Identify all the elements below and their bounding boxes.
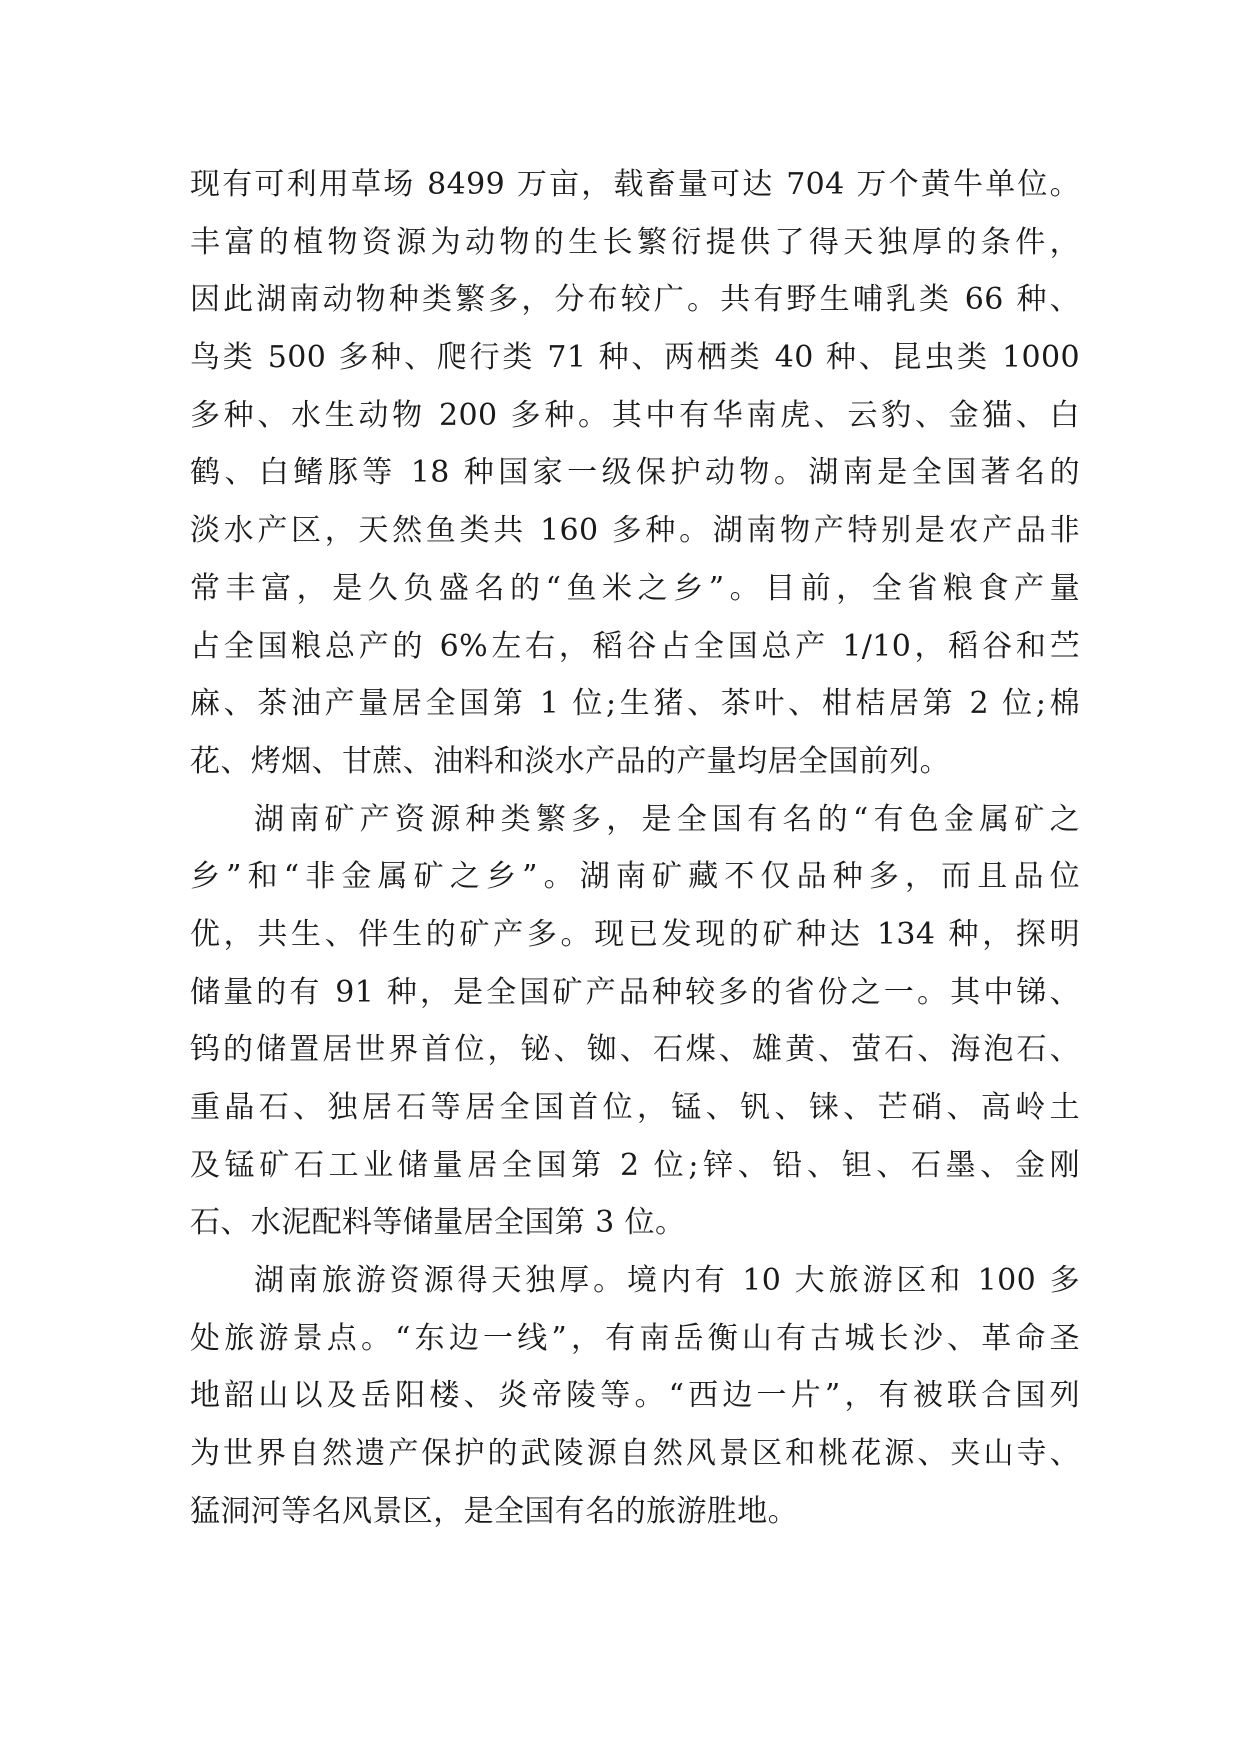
text-line: 多种、水生动物 200 多种。其中有华南虎、云豹、金猫、白 bbox=[190, 397, 1080, 433]
text-line: 花、烤烟、甘蔗、油料和淡水产品的产量均居全国前列。 bbox=[190, 743, 950, 779]
text-line: 鹤、白鳍豚等 18 种国家一级保护动物。湖南是全国著名的 bbox=[190, 455, 1080, 491]
text-line: 处旅游景点。“东边一线”，有南岳衡山有古城长沙、革命圣 bbox=[190, 1320, 1080, 1356]
text-line: 石、水泥配料等储量居全国第 3 位。 bbox=[190, 1205, 686, 1241]
text-line: 钨的储置居世界首位，铋、铷、石煤、雄黄、萤石、海泡石、 bbox=[190, 1032, 1080, 1068]
text-line: 鸟类 500 多种、爬行类 71 种、两栖类 40 种、昆虫类 1000 bbox=[190, 340, 1080, 376]
text-line: 因此湖南动物种类繁多，分布较广。共有野生哺乳类 66 种、 bbox=[190, 282, 1080, 318]
text-line: 重晶石、独居石等居全国首位，锰、钒、铼、芒硝、高岭土 bbox=[190, 1090, 1080, 1125]
text-line: 乡”和“非金属矿之乡”。湖南矿藏不仅品种多，而且品位 bbox=[190, 859, 1080, 895]
text-line: 湖南矿产资源种类繁多，是全国有名的“有色金属矿之 bbox=[254, 801, 1080, 837]
paragraph-1 bbox=[190, 156, 1080, 791]
text-line: 及锰矿石工业储量居全国第 2 位;锌、铅、钽、石墨、金刚 bbox=[190, 1147, 1080, 1183]
text-line: 常丰富，是久负盛名的“鱼米之乡”。目前，全省粮食产量 bbox=[190, 570, 1080, 606]
text-line: 淡水产区，天然鱼类共 160 多种。湖南物产特别是农产品非 bbox=[190, 513, 1080, 549]
paragraph-3 bbox=[190, 1252, 1080, 1540]
document-body bbox=[190, 156, 1080, 1541]
text-line: 丰富的植物资源为动物的生长繁衍提供了得天独厚的条件， bbox=[190, 224, 1080, 260]
text-line: 储量的有 91 种，是全国矿产品种较多的省份之一。其中锑、 bbox=[190, 974, 1080, 1010]
paragraph-2 bbox=[190, 791, 1080, 1253]
text-line: 为世界自然遗产保护的武陵源自然风景区和桃花源、夹山寺、 bbox=[190, 1436, 1080, 1472]
text-line: 麻、茶油产量居全国第 1 位;生猪、茶叶、柑桔居第 2 位;棉 bbox=[190, 686, 1080, 722]
text-line: 猛洞河等名风景区，是全国有名的旅游胜地。 bbox=[190, 1493, 798, 1529]
text-line: 优，共生、伴生的矿产多。现已发现的矿种达 134 种，探明 bbox=[190, 916, 1080, 952]
text-line: 地韶山以及岳阳楼、炎帝陵等。“西边一片”，有被联合国列 bbox=[190, 1378, 1080, 1414]
text-line: 占全国粮总产的 6%左右，稻谷占全国总产 1/10，稻谷和苎 bbox=[190, 628, 1080, 664]
text-line: 现有可利用草场 8499 万亩，载畜量可达 704 万个黄牛单位。 bbox=[190, 167, 1080, 202]
text-line: 湖南旅游资源得天独厚。境内有 10 大旅游区和 100 多 bbox=[254, 1263, 1080, 1299]
